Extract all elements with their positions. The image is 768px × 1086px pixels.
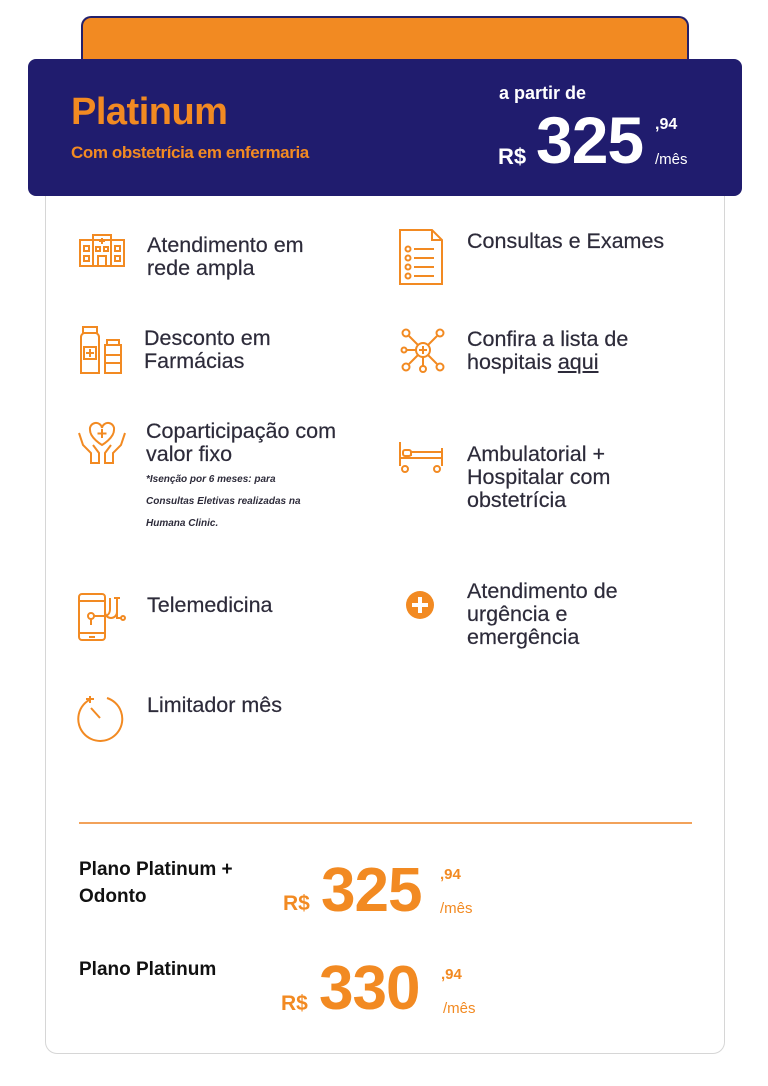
feature-label-line: urgência e <box>467 602 568 626</box>
feature-label-line: Ambulatorial + <box>467 442 606 466</box>
feature-label-line: Atendimento em <box>147 233 304 257</box>
header-price-integer: 325 <box>536 103 644 177</box>
heart-hands-icon <box>77 419 127 465</box>
pricing-label-line: Plano Platinum + <box>79 859 233 880</box>
feature-label-line: Farmácias <box>144 349 245 373</box>
pricing-currency: R$ <box>283 892 310 915</box>
feature-label-line: emergência <box>467 625 580 649</box>
pricing-currency: R$ <box>281 992 308 1015</box>
timer-gauge-icon <box>77 692 125 742</box>
feature-label-line: Consultas e Exames <box>467 229 665 253</box>
pricing-integer: 330 <box>319 954 420 1023</box>
hospital-bed-icon <box>397 440 445 474</box>
feature-label-line: Limitador mês <box>147 693 283 717</box>
plan-header <box>28 59 742 196</box>
pricing-divider <box>79 822 692 824</box>
header-price-currency: R$ <box>498 144 527 169</box>
feature-label-line: Coparticipação com <box>146 419 337 443</box>
feature-label-line: Telemedicina <box>147 593 273 617</box>
hospital-list-link[interactable]: aqui <box>557 350 599 374</box>
pricing-integer: 325 <box>321 856 422 925</box>
feature-label-line: rede ampla <box>147 256 255 280</box>
from-label: a partir de <box>499 83 587 103</box>
feature-label-line: valor fixo <box>146 442 233 466</box>
pricing-cents: ,94 <box>440 866 461 883</box>
feature-label-line: obstetrícia <box>467 488 567 512</box>
feature-label-line: Confira a lista de <box>467 327 629 351</box>
medical-network-icon <box>400 327 446 373</box>
feature-note-line: Consultas Eletivas realizadas na <box>146 496 301 507</box>
header-price-period: /mês <box>655 151 688 168</box>
pricing-period: /mês <box>440 900 473 917</box>
feature-note-line: *Isenção por 6 meses: para <box>146 474 276 485</box>
feature-label-line: Atendimento de <box>467 579 618 603</box>
header-price-cents: ,94 <box>655 116 678 133</box>
pricing-cents: ,94 <box>441 966 462 983</box>
plan-subtitle: Com obstetrícia em enfermaria <box>71 143 309 162</box>
checklist-document-icon <box>397 227 447 287</box>
pricing-label-line: Odonto <box>79 886 147 907</box>
feature-note-line: Humana Clinic. <box>146 518 219 529</box>
pharmacy-bottles-icon <box>77 325 125 375</box>
plus-circle-icon <box>405 590 435 620</box>
plan-title: Platinum <box>71 91 228 133</box>
pricing-period: /mês <box>443 1000 476 1017</box>
feature-label-line: Desconto em <box>144 326 271 350</box>
pricing-label-line: Plano Platinum <box>79 959 217 980</box>
feature-label-line: hospitais <box>467 350 552 374</box>
phone-stethoscope-icon <box>77 592 127 642</box>
feature-label-line: Hospitalar com <box>467 465 611 489</box>
hospital-building-icon <box>77 232 127 268</box>
